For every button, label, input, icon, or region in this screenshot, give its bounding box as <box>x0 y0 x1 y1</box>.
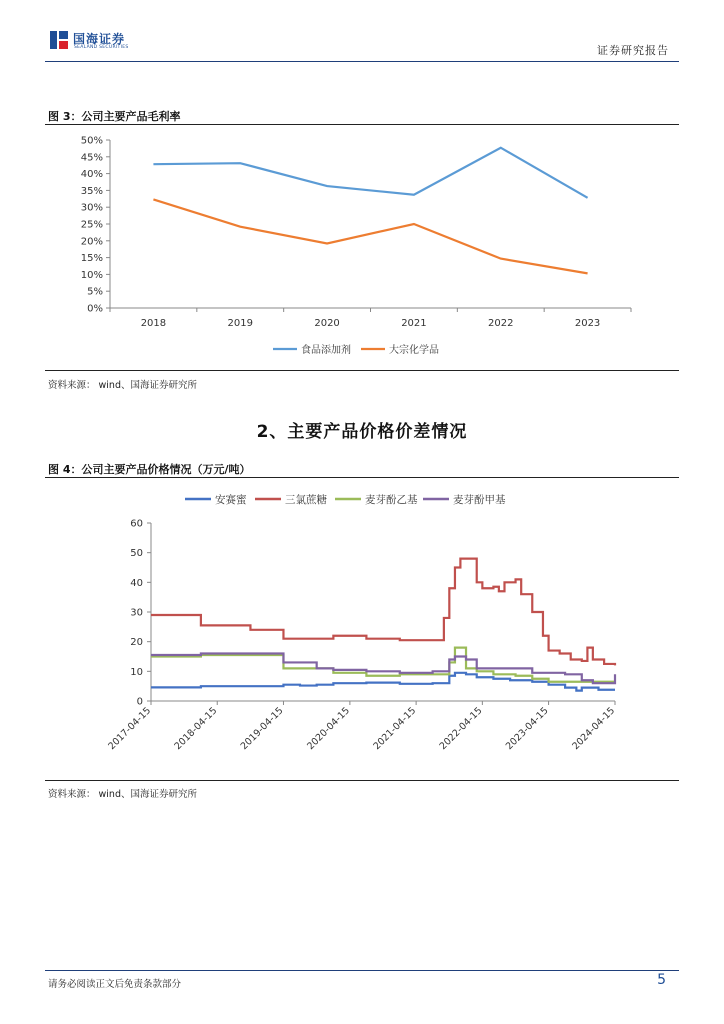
series-line <box>151 559 615 666</box>
legend-label: 三氯蔗糖 <box>285 494 327 506</box>
x-tick-label: 2023 <box>574 318 601 329</box>
header-divider <box>45 61 679 62</box>
x-tick-label: 2022 <box>488 318 514 329</box>
figure-4-bottom-rule <box>45 780 679 781</box>
company-name: 国海证券 <box>73 32 126 46</box>
report-type: 证券研究报告 <box>597 44 669 57</box>
figure-3-bottom-rule <box>45 370 679 371</box>
x-tick-label: 2022-04-15 <box>437 705 485 753</box>
company-logo-icon <box>50 31 68 49</box>
y-tick-label: 10 <box>130 666 143 678</box>
x-tick-label: 2017-04-15 <box>106 705 154 753</box>
company-name-en: SEALAND SECURITIES <box>74 45 129 50</box>
y-tick-label: 25% <box>80 219 103 231</box>
y-tick-label: 40% <box>80 169 103 181</box>
figure-4-top-rule <box>45 477 679 478</box>
legend-label: 大宗化学品 <box>389 345 439 356</box>
figure-3-title: 图 3：公司主要产品毛利率 <box>48 110 181 123</box>
x-tick-label: 2018-04-15 <box>172 705 220 753</box>
y-tick-label: 15% <box>80 253 103 265</box>
y-tick-label: 10% <box>80 269 103 281</box>
footer-divider <box>45 970 679 971</box>
y-tick-label: 60 <box>130 518 143 530</box>
gross-margin-chart <box>45 128 679 368</box>
y-tick-label: 0 <box>136 696 143 708</box>
y-tick-label: 20 <box>130 637 143 649</box>
legend-label: 麦芽酚乙基 <box>365 494 418 506</box>
series-line <box>153 199 587 273</box>
y-tick-label: 40 <box>130 577 143 589</box>
series-line <box>153 148 587 198</box>
y-tick-label: 50 <box>130 548 143 560</box>
x-tick-label: 2021 <box>401 318 427 329</box>
x-tick-label: 2021-04-15 <box>371 705 419 753</box>
x-tick-label: 2019 <box>227 318 253 329</box>
x-tick-label: 2018 <box>140 318 167 329</box>
x-tick-label: 2019-04-15 <box>238 705 286 753</box>
y-tick-label: 20% <box>80 236 103 248</box>
y-tick-label: 30% <box>80 202 103 214</box>
x-tick-label: 2020 <box>314 318 340 329</box>
y-tick-label: 5% <box>87 286 103 298</box>
x-tick-label: 2024-04-15 <box>570 705 618 753</box>
section-title: 2、主要产品价格价差情况 <box>256 422 468 442</box>
y-tick-label: 45% <box>80 152 103 164</box>
y-tick-label: 30 <box>130 607 143 619</box>
legend-label: 麦芽酚甲基 <box>453 494 506 506</box>
x-tick-label: 2023-04-15 <box>503 705 551 753</box>
figure-4-source: 资料来源： wind、国海证券研究所 <box>48 789 197 800</box>
figure-3-top-rule <box>45 124 679 125</box>
legend-label: 安赛蜜 <box>215 494 247 506</box>
footer-disclaimer: 请务必阅读正文后免责条款部分 <box>48 979 182 990</box>
price-chart <box>45 481 679 777</box>
figure-3-source: 资料来源： wind、国海证券研究所 <box>48 380 197 391</box>
page-number: 5 <box>657 972 666 988</box>
y-tick-label: 0% <box>87 303 103 315</box>
x-tick-label: 2020-04-15 <box>305 705 353 753</box>
figure-4-title: 图 4：公司主要产品价格情况（万元/吨） <box>48 463 251 476</box>
y-tick-label: 50% <box>80 135 103 147</box>
legend-label: 食品添加剂 <box>301 345 351 356</box>
y-tick-label: 35% <box>80 185 103 197</box>
